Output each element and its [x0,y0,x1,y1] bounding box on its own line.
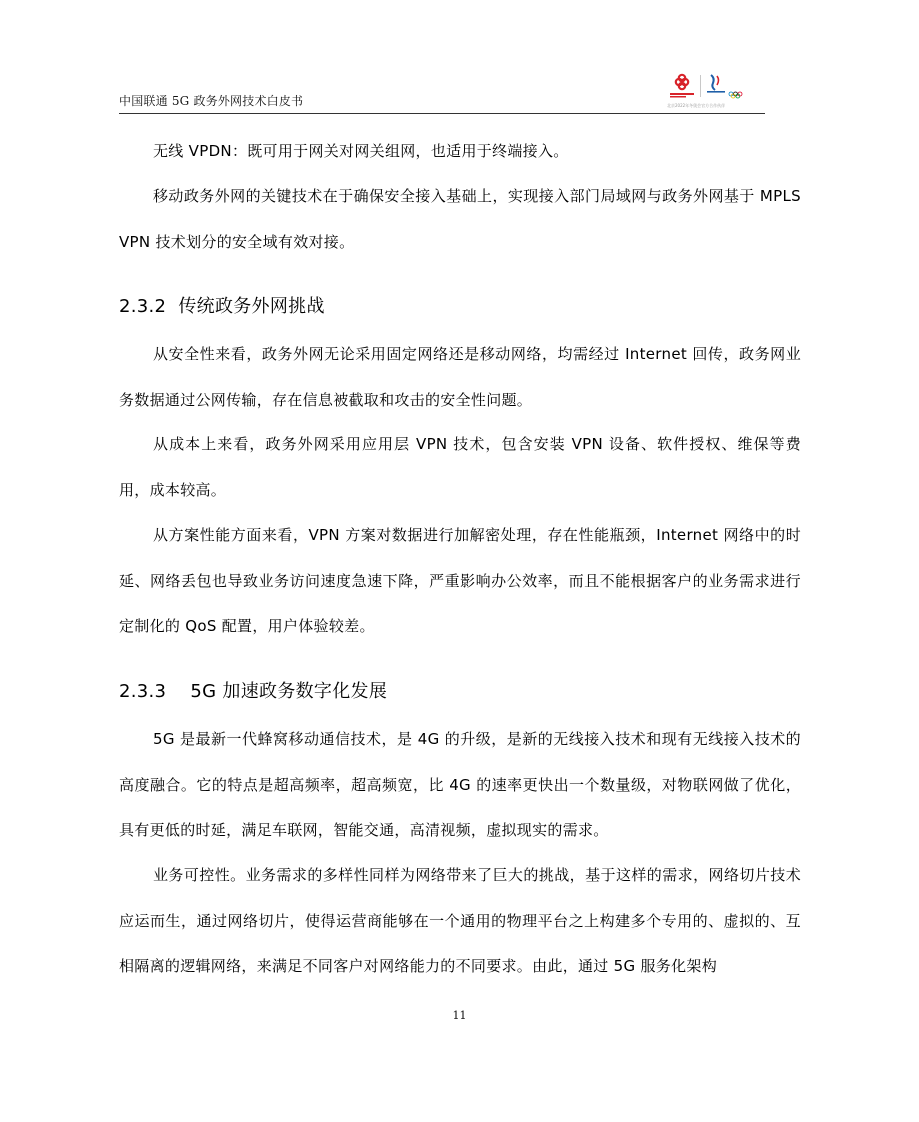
section-title: 5G 加速政务数字化发展 [190,681,388,702]
beijing-2022-emblem [707,75,742,98]
page-number: 11 [452,1009,467,1022]
logo-caption: 北京2022年冬奥会官方合作伙伴 [667,103,726,108]
section-number: 2.3.2 [119,296,167,317]
paragraph: 移动政务外网的关键技术在于确保安全接入基础上，实现接入部门局域网与政务外网基于 MPLS VPN 技术划分的安全域有效对接。 [119,187,801,251]
paragraph: 业务可控性。业务需求的多样性同样为网络带来了巨大的挑战，基于这样的需求，网络切片技术应运而生，通过网络切片，使得运营商能够在一个通用的物理平台之上构建多个专用的、虚拟的、互相隔离的逻辑网络，来满足不同客户对网络能力的不同要求。由此，通过 5G 服务化架构 [119,866,801,975]
paragraph: 无线 VPDN：既可用于网关对网关组网，也适用于终端接入。 [153,142,569,160]
header-title: 中国联通 5G 政务外网技术白皮书 [119,94,304,108]
section-title: 传统政务外网挑战 [178,296,325,317]
china-unicom-logo [667,72,753,102]
paragraph: 从成本上来看，政务外网采用应用层 VPN 技术，包含安装 VPN 设备、软件授权、维保等费用，成本较高。 [119,435,801,499]
header-rule [119,113,765,114]
section-heading-2-3-2 [119,292,325,318]
sponsor-logos [667,72,753,112]
page-header [119,72,765,114]
section-heading-2-3-3 [119,677,387,703]
paragraph: 从方案性能方面来看，VPN 方案对数据进行加解密处理，存在性能瓶颈，Internet 网络中的时延、网络丢包也导致业务访问速度急速下降，严重影响办公效率，而且不能根据客户的业务需求进行定制化的 QoS 配置，用户体验较差。 [119,526,801,635]
paragraph: 从安全性来看，政务外网无论采用固定网络还是移动网络，均需经过 Internet 回传，政务网业务数据通过公网传输，存在信息被截取和攻击的安全性问题。 [119,345,801,409]
paragraph: 5G 是最新一代蜂窝移动通信技术，是 4G 的升级，是新的无线接入技术和现有无线接入技术的高度融合。它的特点是超高频率，超高频宽，比 4G 的速率更快出一个数量级，对物联网做了优化，具有更低的时延，满足车联网，智能交通，高清视频，虚拟现实的需求。 [119,730,801,839]
section-number: 2.3.3 [119,681,167,702]
